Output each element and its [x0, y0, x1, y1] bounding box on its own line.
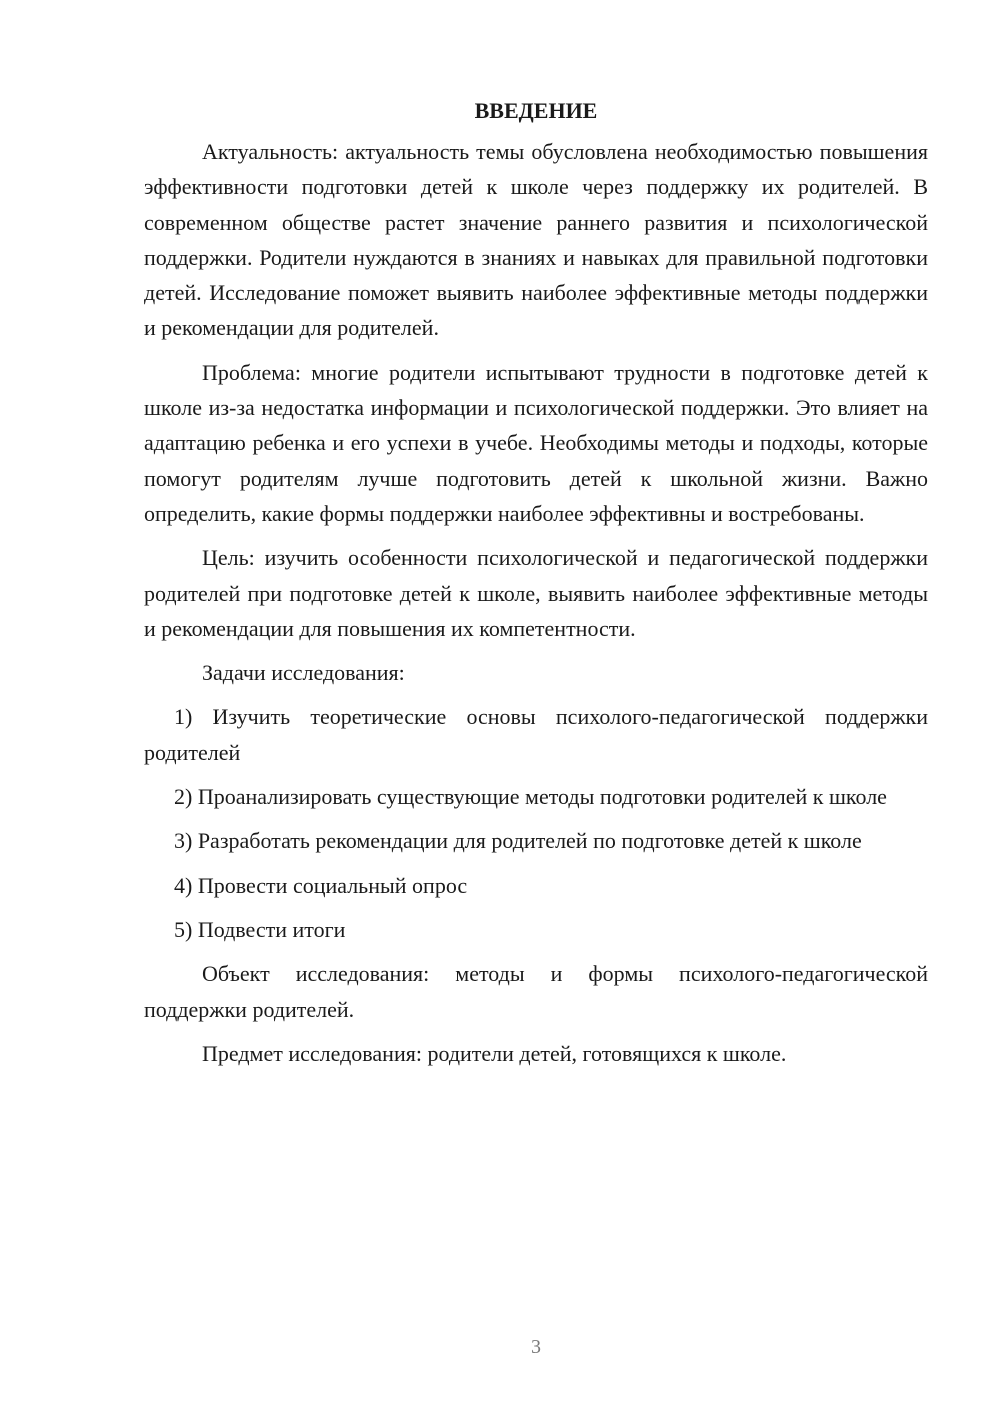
- task-item-4: 4) Провести социальный опрос: [174, 872, 468, 898]
- task-item-3: 3) Разработать рекомендации для родителей по подготовке детей к школе: [174, 828, 862, 854]
- task-item-2: 2) Проанализировать существующие методы подготовки родителей к школе: [174, 784, 887, 810]
- paragraph-object: Объект исследования: методы и формы психолого-педагогической поддержки родителей.: [144, 961, 928, 1022]
- tasks-heading: Задачи исследования:: [202, 660, 405, 686]
- page-content: [144, 96, 928, 1080]
- paragraph-relevance: Актуальность: актуальность темы обусловлена необходимостью повышения эффективности подготовки детей к школе через поддержку их родителей. В современном обществе растет значение раннего развития и психологической поддержки. Родители нуждаются в знаниях и навыках для правильной подготовки детей. Исследование поможет выявить наиболее эффективные методы поддержки и рекомендации для родителей.: [144, 139, 928, 341]
- task-item-1: 1) Изучить теоретические основы психолого-педагогической поддержки родителей: [144, 704, 928, 765]
- page-title: ВВЕДЕНИЕ: [474, 98, 598, 123]
- paragraph-goal: Цель: изучить особенности психологической и педагогической поддержки родителей при подготовке детей к школе, выявить наиболее эффективные методы и рекомендации для повышения их компетентности.: [144, 545, 928, 641]
- page-number: 3: [531, 1336, 541, 1358]
- paragraph-subject: Предмет исследования: родители детей, готовящихся к школе.: [202, 1040, 787, 1066]
- task-item-5: 5) Подвести итоги: [174, 916, 346, 942]
- paragraph-problem: Проблема: многие родители испытывают трудности в подготовке детей к школе из-за недостатка информации и психологической поддержки. Это влияет на адаптацию ребенка и его успехи в учебе. Необходимы методы и подходы, которые помогут родителям лучше подготовить детей к школьной жизни. Важно определить, какие формы поддержки наиболее эффективны и востребованы.: [144, 359, 928, 526]
